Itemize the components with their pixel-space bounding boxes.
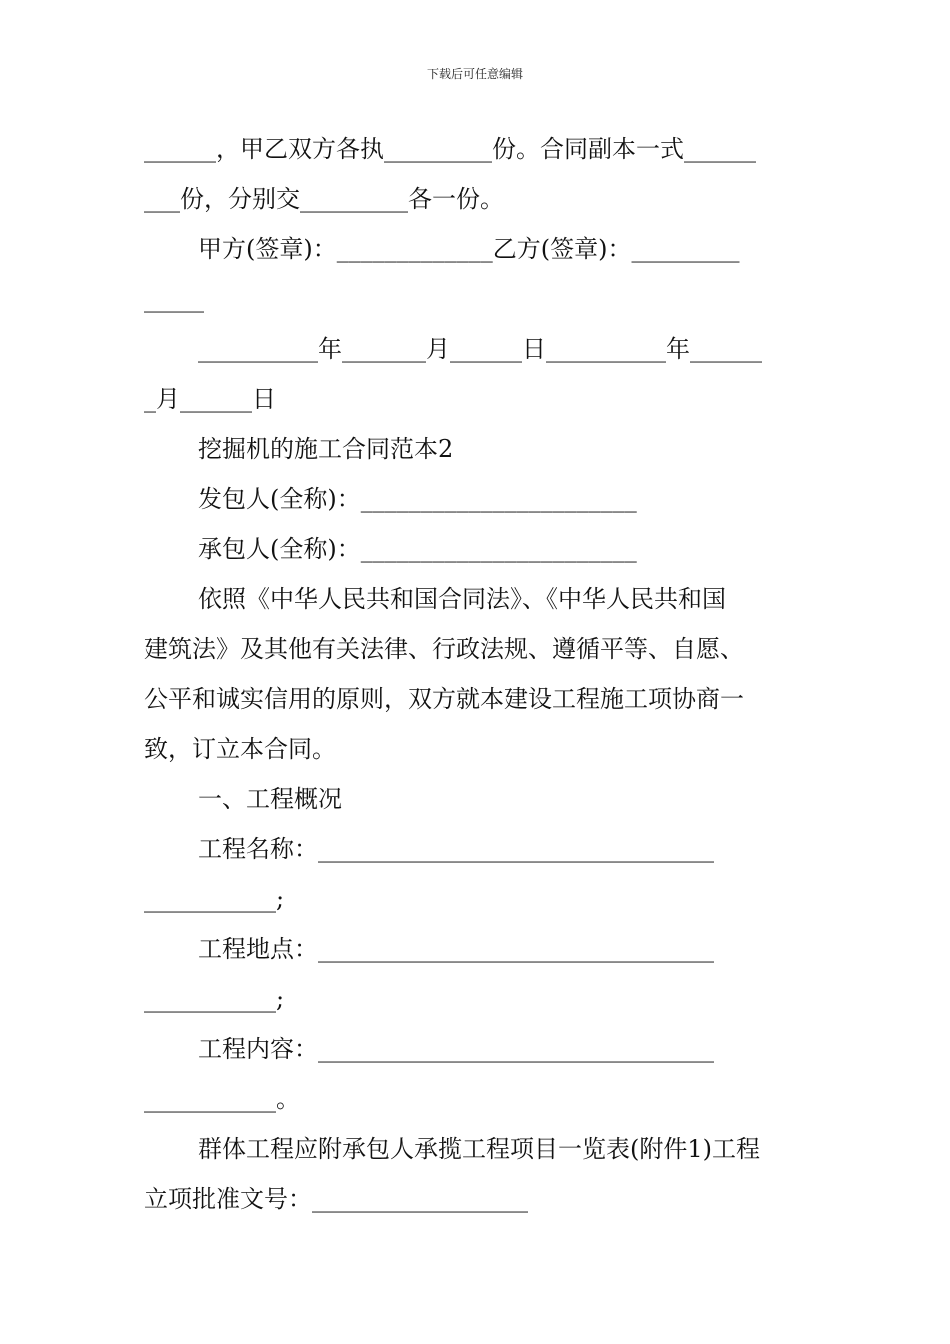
text-line: _月______日 (144, 385, 276, 413)
text-line: 发包人(全称)：_______________________ (198, 485, 637, 513)
text-line: ___________; (144, 985, 285, 1013)
page-header-note: 下载后可任意编辑 (426, 67, 523, 81)
text-line: 建筑法》及其他有关法律、行政法规、遵循平等、自愿、 (144, 635, 744, 663)
text-line: ___份，分别交_________各一份。 (144, 185, 504, 213)
text-line: 甲方(签章)：_____________乙方(签章)：_________ (198, 235, 740, 263)
text-line: 群体工程应附承包人承揽工程项目一览表(附件1)工程 (198, 1135, 760, 1163)
text-line: 依照《中华人民共和国合同法》、《中华人民共和国 (198, 585, 726, 613)
text-line: 承包人(全称)：_______________________ (198, 535, 637, 563)
text-line: 立项批准文号：__________________ (144, 1185, 528, 1213)
text-line: ___________。 (144, 1085, 300, 1113)
text-line: _____ (144, 285, 204, 313)
text-line: 工程地点：_________________________________ (198, 935, 714, 963)
text-line: 公平和诚实信用的原则，双方就本建设工程施工项协商一 (144, 685, 744, 713)
text-line: 工程名称：_________________________________ (198, 835, 714, 863)
text-line: 工程内容：_________________________________ (198, 1035, 714, 1063)
section-heading: 一、工程概况 (198, 785, 342, 813)
text-line: ______，甲乙双方各执_________份。合同副本一式______ (144, 135, 756, 163)
text-line: __________年_______月______日__________年______ (198, 335, 762, 363)
section-title: 挖掘机的施工合同范本2 (198, 435, 454, 463)
text-line: ___________; (144, 885, 285, 913)
text-line: 致，订立本合同。 (144, 735, 336, 763)
